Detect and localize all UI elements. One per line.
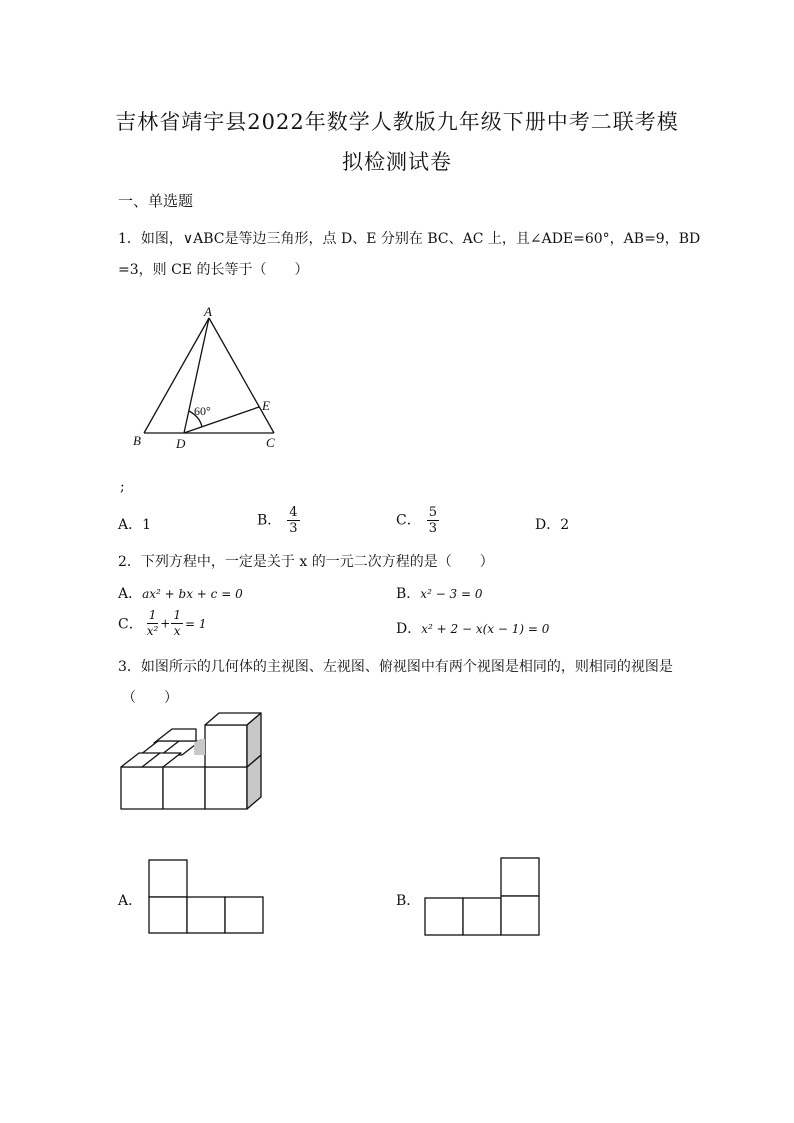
label-b: B (133, 433, 141, 448)
q2-option-d-label: D． (396, 621, 422, 637)
document-title-line2: 拟检测试卷 (342, 150, 452, 174)
q2-option-a-label: A． (118, 586, 143, 602)
q2-option-a (118, 583, 243, 603)
q3-cube-solid-figure (118, 711, 268, 813)
q1-option-c-fraction (427, 505, 439, 536)
q3-option-b-figure (423, 856, 545, 938)
q3-option-b: B． (396, 893, 421, 909)
q2-option-c-rhs: = 1 (185, 616, 207, 631)
q1-stem-line2: =3，则 CE 的长等于（ ） (118, 262, 309, 278)
q2-option-d-equation: x² + 2 − x(x − 1) = 0 (421, 622, 550, 636)
fraction-numerator: 5 (428, 505, 437, 520)
q2-option-b (396, 583, 483, 603)
q1-option-b (257, 505, 300, 536)
fraction-denominator: x² (146, 624, 159, 638)
q2-option-c-fraction-1 (145, 608, 161, 639)
plus-sign: + (160, 616, 171, 631)
fraction-denominator: x (173, 624, 181, 638)
q1-option-b-fraction (287, 505, 299, 536)
q3-option-a: A． (118, 893, 143, 909)
fraction-numerator: 4 (289, 505, 298, 520)
section-heading: 一、单选题 (118, 192, 194, 210)
fraction-numerator: 1 (173, 608, 181, 622)
label-d: D (176, 436, 186, 451)
q2-option-a-equation: ax² + bx + c = 0 (142, 587, 243, 601)
q1-option-b-label: B． (257, 512, 282, 529)
q1-option-d: D．2 (535, 517, 570, 533)
document-title-line1: 吉林省靖宇县2022年数学人教版九年级下册中考二联考模 (115, 110, 679, 134)
fraction-denominator: 3 (289, 521, 298, 536)
q3-stem-line2: （ ） (122, 690, 178, 706)
q1-option-c (396, 505, 439, 536)
q2-option-c-label: C． (118, 616, 143, 633)
q2-stem: 2．下列方程中，一定是关于 x 的一元二次方程的是（ ） (118, 554, 494, 570)
q1-option-c-label: C． (396, 512, 421, 529)
label-c: C (266, 435, 275, 450)
fraction-denominator: 3 (428, 521, 437, 536)
q2-option-d (396, 618, 549, 638)
q1-triangle-figure (128, 302, 308, 452)
label-a: A (204, 304, 212, 319)
q1-semicolon: ; (120, 479, 125, 495)
angle-label: 60° (194, 404, 211, 418)
q2-option-b-label: B． (396, 586, 421, 602)
q2-option-c-fraction-2 (171, 608, 183, 639)
q3-option-a-figure (148, 858, 270, 936)
q2-option-c (118, 608, 207, 639)
q3-stem-line1: 3．如图所示的几何体的主视图、左视图、俯视图中有两个视图是相同的，则相同的视图是 (118, 659, 673, 675)
q1-option-a: A．1 (118, 517, 152, 533)
fraction-numerator: 1 (148, 608, 157, 622)
label-e: E (262, 398, 270, 413)
q2-option-b-equation: x² − 3 = 0 (420, 587, 483, 601)
q1-stem-line1: 1．如图，∨ABC是等边三角形，点 D、E 分别在 BC、AC 上，且∠ADE=60°，AB=9，BD (118, 231, 701, 247)
